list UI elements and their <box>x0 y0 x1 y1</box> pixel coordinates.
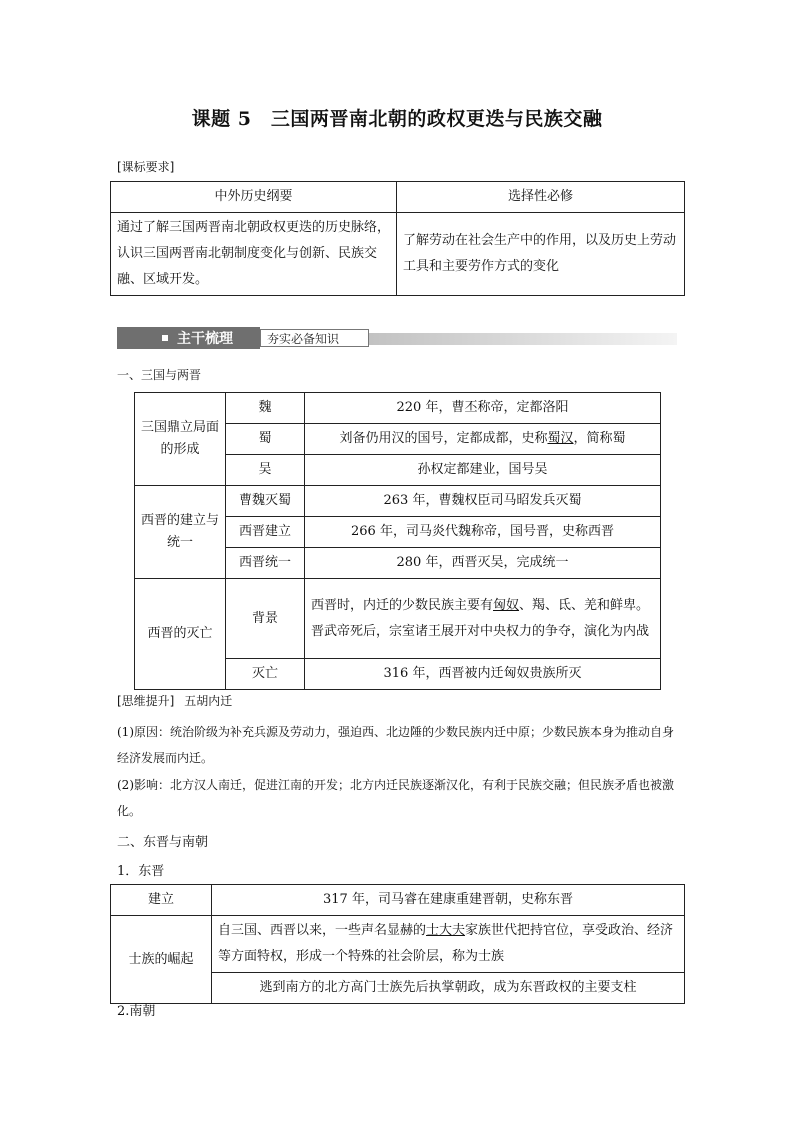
thinking-p2: (2)影响：北方汉人南迁，促进江南的开发；北方内迁民族逐渐汉化，有利于民族交融；但民族矛盾也被激化。 <box>117 778 675 818</box>
cell-establish-text: 317 年，司马睿在建康重建晋朝，史称东晋 <box>212 885 685 916</box>
thinking-topic: 五胡内迁 <box>184 694 233 708</box>
cell-background: 背景 <box>226 579 305 659</box>
cell-wu-text: 孙权定都建业，国号吴 <box>305 455 661 486</box>
banner-main: 主干梳理 <box>177 331 233 347</box>
cell-r5: 西晋建立 <box>226 517 305 548</box>
header-elective: 选择性必修 <box>397 182 685 213</box>
cell-wu: 吴 <box>226 455 305 486</box>
cell-fall: 灭亡 <box>226 659 305 690</box>
cell-r6: 西晋统一 <box>226 548 305 579</box>
section2-sub1: 1．东晋 <box>117 864 165 879</box>
thinking-p1: (1)原因：统治阶级为补充兵源及劳动力，强迫西、北边陲的少数民族内迁中原；少数民族本身为推动自身经济发展而内迁。 <box>117 725 675 765</box>
group-three-kingdoms: 三国鼎立局面的形成 <box>135 393 226 486</box>
cell-r5-text: 266 年，司马炎代魏称帝，国号晋，史称西晋 <box>305 517 661 548</box>
curriculum-tag: [课标要求] <box>117 160 175 174</box>
curriculum-right: 了解劳动在社会生产中的作用，以及历史上劳动工具和主要劳作方式的变化 <box>397 213 685 296</box>
group-jin-fall: 西晋的灭亡 <box>135 579 226 690</box>
thinking-heading <box>117 692 232 709</box>
section1-heading: 一、三国与两晋 <box>117 368 202 382</box>
cell-establish: 建立 <box>111 885 212 916</box>
cell-background-text: 西晋时，内迁的少数民族主要有匈奴、羯、氐、羌和鲜卑。晋武帝死后，宗室诸王展开对中央权力的争夺，演化为内战 <box>305 579 661 659</box>
three-kingdoms-table <box>134 392 661 690</box>
thinking-tag: [思维提升] <box>117 694 175 708</box>
cell-r4-text: 263 年，曹魏权臣司马昭发兵灭蜀 <box>305 486 661 517</box>
section-banner <box>117 327 677 349</box>
cell-shu-text: 刘备仍用汉的国号，定都成都，史称蜀汉，简称蜀 <box>305 424 661 455</box>
group-western-jin: 西晋的建立与统一 <box>135 486 226 579</box>
section2-sub2: 2.南朝 <box>117 1004 156 1019</box>
cell-wei-text: 220 年，曹丕称帝，定都洛阳 <box>305 393 661 424</box>
header-outline: 中外历史纲要 <box>111 182 397 213</box>
cell-wei: 魏 <box>226 393 305 424</box>
section2-heading: 二、东晋与南朝 <box>117 835 209 850</box>
bullet-square-icon <box>162 335 168 341</box>
cell-gentry-text2: 逃到南方的北方高门士族先后执掌朝政，成为东晋政权的主要支柱 <box>212 973 685 1004</box>
banner-sub: 夯实必备知识 <box>267 332 340 346</box>
curriculum-left: 通过了解三国两晋南北朝政权更迭的历史脉络，认识三国两晋南北朝制度变化与创新、民族交融、区域开发。 <box>111 213 397 296</box>
cell-gentry-text: 自三国、西晋以来，一些声名显赫的士大夫家族世代把持官位，享受政治、经济等方面特权，形成一个特殊的社会阶层，称为士族 <box>212 916 685 973</box>
cell-gentry-rise: 士族的崛起 <box>111 916 212 1004</box>
cell-shu: 蜀 <box>226 424 305 455</box>
cell-fall-text: 316 年，西晋被内迁匈奴贵族所灭 <box>305 659 661 690</box>
cell-r6-text: 280 年，西晋灭吴，完成统一 <box>305 548 661 579</box>
curriculum-table <box>110 181 685 296</box>
cell-r4: 曹魏灭蜀 <box>226 486 305 517</box>
eastern-jin-table <box>110 884 685 1004</box>
page-title: 课题 5 三国两晋南北朝的政权更迭与民族交融 <box>191 108 603 130</box>
